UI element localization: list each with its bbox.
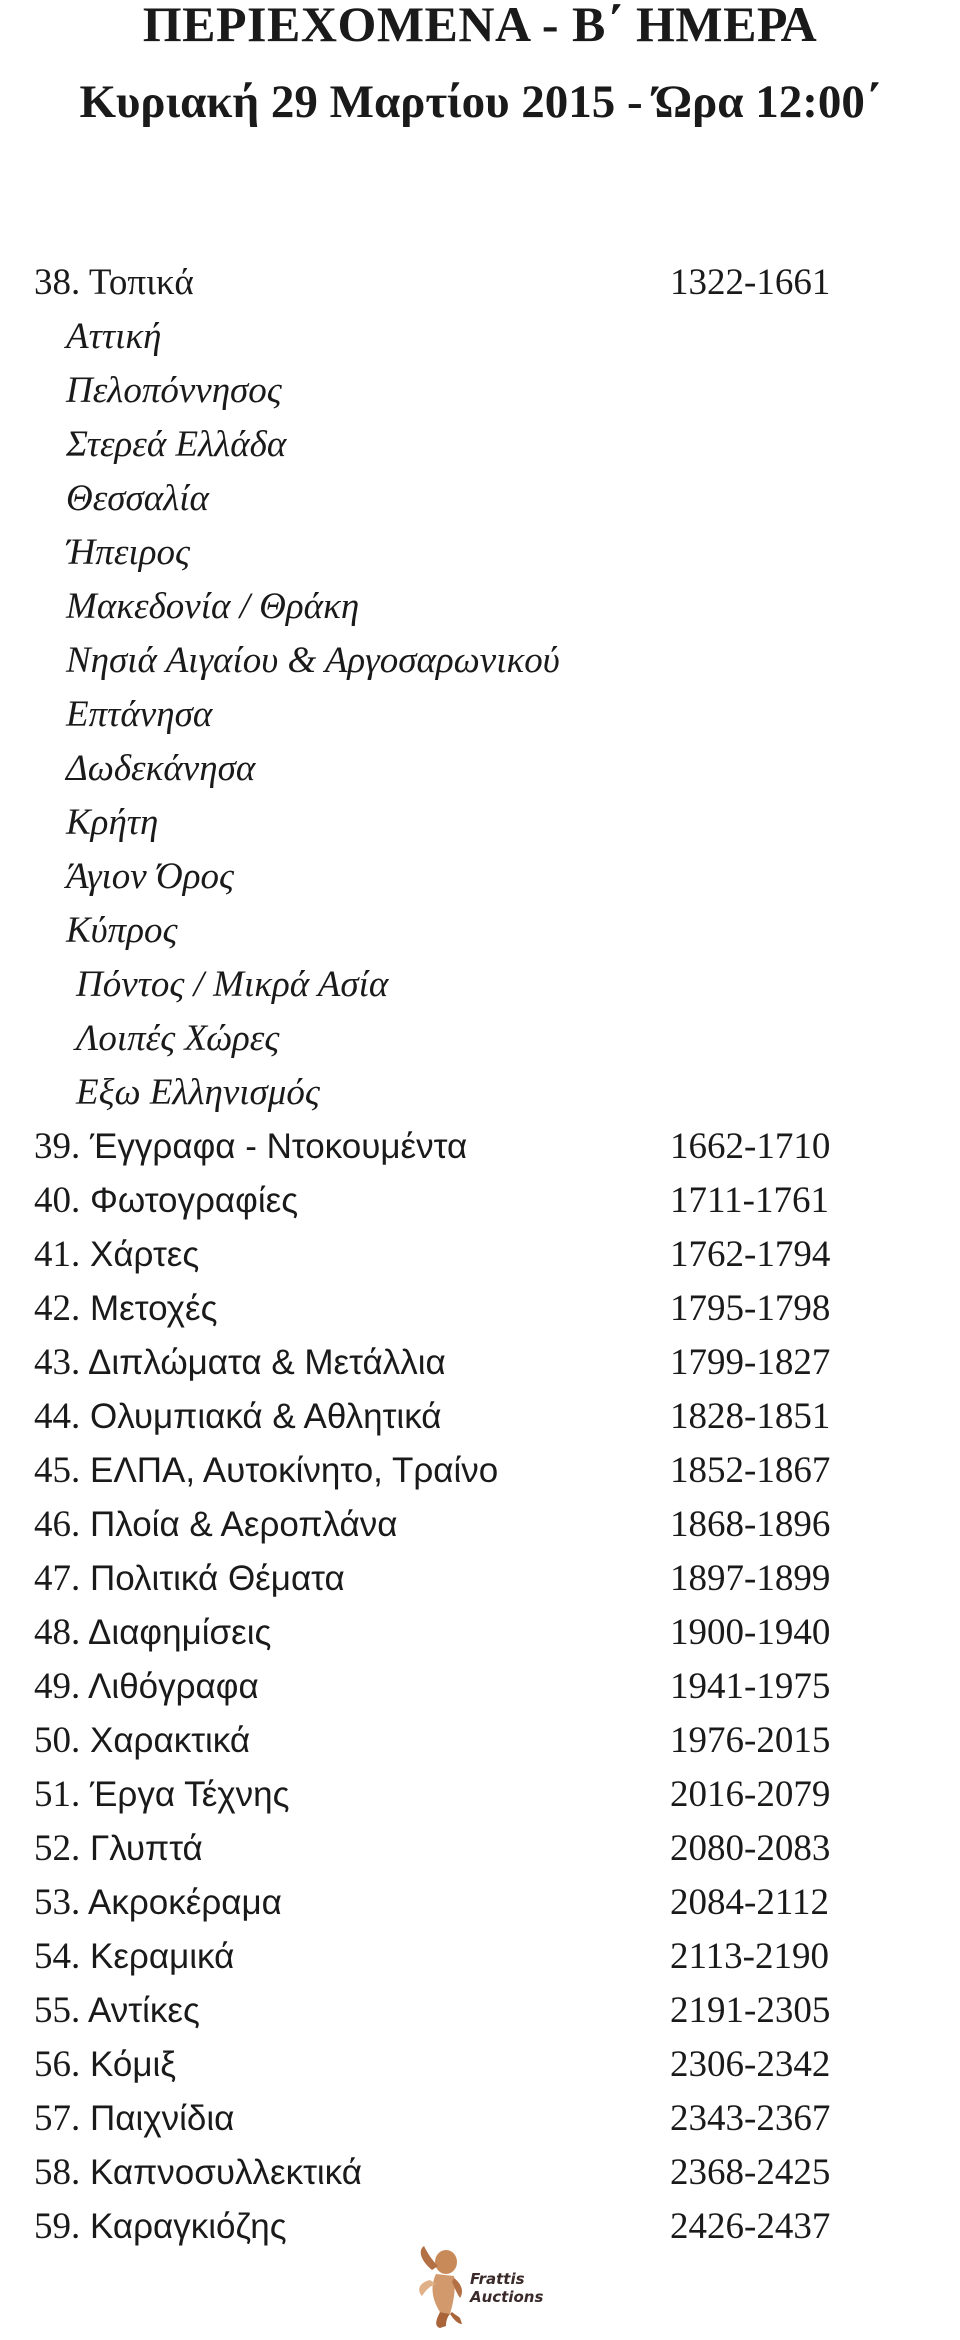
toc-section bbox=[34, 1984, 934, 2038]
toc-section-label bbox=[34, 1498, 397, 1552]
toc-section-label bbox=[34, 1120, 467, 1174]
toc-section-label bbox=[34, 2200, 287, 2254]
toc-section bbox=[34, 1930, 934, 1984]
toc-subitem-label: Μακεδονία / Θράκη bbox=[66, 586, 360, 627]
toc-section-label bbox=[34, 2092, 234, 2146]
toc-section-title: Χαρακτικά bbox=[80, 1721, 251, 1760]
toc-section bbox=[34, 1876, 934, 1930]
toc-lot-range: 1795-1798 bbox=[670, 1288, 831, 1329]
toc-subitem-label: Κρήτη bbox=[66, 802, 159, 843]
toc-section-number: 53. bbox=[34, 1882, 81, 1923]
toc-section-number: 49. bbox=[34, 1666, 81, 1707]
toc-subitem bbox=[34, 634, 934, 688]
toc-section-number: 45. bbox=[34, 1450, 81, 1491]
toc-section-label bbox=[34, 1444, 498, 1498]
toc-section-label bbox=[34, 1390, 442, 1444]
toc-section bbox=[34, 1174, 934, 1228]
auction-house-logo bbox=[410, 2240, 560, 2330]
toc-subitem-label: Αττική bbox=[66, 316, 162, 357]
toc-section-number: 38. bbox=[34, 262, 81, 303]
toc-subitem bbox=[34, 418, 934, 472]
toc-section-label bbox=[34, 1660, 259, 1714]
toc-section-number: 52. bbox=[34, 1828, 81, 1869]
logo-text-line1: Frattis bbox=[470, 2270, 525, 2288]
toc-subitem bbox=[34, 1066, 934, 1120]
toc-section-label bbox=[34, 1552, 345, 1606]
toc-section bbox=[34, 1768, 934, 1822]
toc-lot-range: 1868-1896 bbox=[670, 1504, 831, 1545]
toc-section bbox=[34, 1714, 934, 1768]
toc-section-label bbox=[34, 256, 194, 310]
table-of-contents bbox=[34, 256, 934, 2254]
toc-section-label bbox=[34, 1228, 199, 1282]
toc-lot-range: 1828-1851 bbox=[670, 1396, 831, 1437]
toc-lot-range: 1322-1661 bbox=[670, 262, 831, 303]
toc-section-label bbox=[34, 1174, 298, 1228]
toc-section-title: Αντίκες bbox=[80, 1991, 200, 2030]
toc-subitem-label: Άγιον Όρος bbox=[66, 856, 234, 897]
toc-section bbox=[34, 1498, 934, 1552]
toc-lot-range: 1799-1827 bbox=[670, 1342, 831, 1383]
toc-section-label bbox=[34, 2146, 362, 2200]
toc-section bbox=[34, 1606, 934, 1660]
toc-section bbox=[34, 1228, 934, 1282]
toc-section-title: Παιχνίδια bbox=[80, 2099, 235, 2138]
toc-subitem bbox=[34, 310, 934, 364]
toc-lot-range: 1662-1710 bbox=[670, 1126, 831, 1167]
toc-section-title: Πλοία & Αεροπλάνα bbox=[80, 1505, 398, 1544]
toc-section-number: 56. bbox=[34, 2044, 81, 2085]
toc-section-title: Ακροκέραμα bbox=[80, 1883, 282, 1922]
toc-lot-range: 2016-2079 bbox=[670, 1774, 831, 1815]
toc-subitem-label: Νησιά Αιγαίου & Αργοσαρωνικού bbox=[66, 640, 560, 681]
toc-lot-range: 2113-2190 bbox=[670, 1936, 829, 1977]
toc-subitem bbox=[34, 1012, 934, 1066]
toc-section-number: 42. bbox=[34, 1288, 81, 1329]
toc-subitem bbox=[34, 850, 934, 904]
toc-section-number: 40. bbox=[34, 1180, 81, 1221]
toc-subitem-label: Πελοπόννησος bbox=[66, 370, 282, 411]
toc-subitem-label: Θεσσαλία bbox=[66, 478, 209, 519]
toc-subitem bbox=[34, 472, 934, 526]
toc-subitem-label: Πόντος / Μικρά Ασία bbox=[76, 964, 389, 1005]
page-subtitle: Κυριακή 29 Μαρτίου 2015 - Ώρα 12:00΄ bbox=[79, 76, 881, 128]
toc-section bbox=[34, 1282, 934, 1336]
toc-section-label bbox=[34, 2038, 176, 2092]
toc-section-label bbox=[34, 1930, 234, 1984]
toc-lot-range: 2084-2112 bbox=[670, 1882, 829, 1923]
toc-section-title: Καραγκιόζης bbox=[80, 2207, 287, 2246]
toc-section bbox=[34, 2146, 934, 2200]
toc-subitem bbox=[34, 904, 934, 958]
toc-sections-list bbox=[34, 1120, 934, 2254]
toc-section-title: Κεραμικά bbox=[80, 1937, 235, 1976]
toc-section-title: Φωτογραφίες bbox=[80, 1181, 299, 1220]
logo-text-line2: Auctions bbox=[470, 2288, 544, 2306]
toc-section-title: Τοπικά bbox=[80, 262, 194, 303]
toc-subitem bbox=[34, 526, 934, 580]
toc-section bbox=[34, 1660, 934, 1714]
toc-section-label bbox=[34, 1876, 282, 1930]
toc-lot-range: 1976-2015 bbox=[670, 1720, 831, 1761]
toc-section bbox=[34, 1390, 934, 1444]
toc-subitem-label: Ήπειρος bbox=[66, 532, 190, 573]
toc-section bbox=[34, 2092, 934, 2146]
toc-section bbox=[34, 1444, 934, 1498]
toc-subitem bbox=[34, 688, 934, 742]
toc-section-number: 44. bbox=[34, 1396, 81, 1437]
toc-section-label bbox=[34, 1984, 200, 2038]
toc-subitem-label: Δωδεκάνησα bbox=[66, 748, 256, 789]
toc-section-number: 46. bbox=[34, 1504, 81, 1545]
toc-lot-range: 1900-1940 bbox=[670, 1612, 831, 1653]
toc-section-title: Χάρτες bbox=[80, 1235, 200, 1274]
toc-section-label bbox=[34, 1768, 290, 1822]
toc-section-label bbox=[34, 1606, 271, 1660]
toc-lot-range: 1711-1761 bbox=[670, 1180, 829, 1221]
toc-subitems-list bbox=[34, 310, 934, 1120]
toc-section-title: Λιθόγραφα bbox=[80, 1667, 259, 1706]
toc-section-number: 39. bbox=[34, 1126, 81, 1167]
toc-section bbox=[34, 1120, 934, 1174]
toc-lot-range: 1852-1867 bbox=[670, 1450, 831, 1491]
toc-section bbox=[34, 1552, 934, 1606]
toc-lot-range: 2306-2342 bbox=[670, 2044, 831, 2085]
toc-section bbox=[34, 1336, 934, 1390]
toc-section-label bbox=[34, 1822, 203, 1876]
toc-section-number: 58. bbox=[34, 2152, 81, 2193]
toc-section bbox=[34, 2038, 934, 2092]
toc-subitem bbox=[34, 796, 934, 850]
toc-lot-range: 1897-1899 bbox=[670, 1558, 831, 1599]
toc-lot-range: 1762-1794 bbox=[670, 1234, 831, 1275]
toc-section-38 bbox=[34, 256, 934, 310]
toc-section-number: 51. bbox=[34, 1774, 81, 1815]
toc-subitem bbox=[34, 580, 934, 634]
toc-lot-range: 2368-2425 bbox=[670, 2152, 831, 2193]
toc-section-number: 54. bbox=[34, 1936, 81, 1977]
toc-subitem-label: Εξω Ελληνισμός bbox=[76, 1072, 320, 1113]
toc-section-number: 48. bbox=[34, 1612, 81, 1653]
toc-lot-range: 1941-1975 bbox=[670, 1666, 831, 1707]
toc-section-label bbox=[34, 1714, 250, 1768]
toc-section-number: 50. bbox=[34, 1720, 81, 1761]
toc-subitem bbox=[34, 364, 934, 418]
toc-section-number: 41. bbox=[34, 1234, 81, 1275]
toc-section-title: Διπλώματα & Μετάλλια bbox=[80, 1343, 446, 1382]
toc-subitem-label: Επτάνησα bbox=[66, 694, 213, 735]
toc-lot-range: 2191-2305 bbox=[670, 1990, 831, 2031]
toc-subitem-label: Στερεά Ελλάδα bbox=[66, 424, 287, 465]
toc-section-title: Διαφημίσεις bbox=[80, 1613, 272, 1652]
toc-subitem-label: Κύπρος bbox=[66, 910, 178, 951]
toc-section-number: 57. bbox=[34, 2098, 81, 2139]
toc-section-title: Γλυπτά bbox=[80, 1829, 203, 1868]
toc-section-title: ΕΛΠΑ, Αυτοκίνητο, Τραίνο bbox=[80, 1451, 499, 1490]
toc-section-number: 55. bbox=[34, 1990, 81, 2031]
toc-section-title: Κόμιξ bbox=[80, 2045, 176, 2084]
toc-section-title: Μετοχές bbox=[80, 1289, 218, 1328]
toc-subitem bbox=[34, 958, 934, 1012]
page-title: ΠΕΡΙΕΧΟΜΕΝΑ - Β΄ ΗΜΕΡΑ bbox=[142, 0, 818, 52]
toc-section bbox=[34, 1822, 934, 1876]
toc-subitem bbox=[34, 742, 934, 796]
toc-lot-range: 2343-2367 bbox=[670, 2098, 831, 2139]
toc-lot-range: 2080-2083 bbox=[670, 1828, 831, 1869]
toc-section-title: Έγγραφα - Ντοκουμέντα bbox=[80, 1127, 468, 1166]
toc-subitem-label: Λοιπές Χώρες bbox=[76, 1018, 280, 1059]
toc-section-number: 47. bbox=[34, 1558, 81, 1599]
toc-section-label bbox=[34, 1336, 446, 1390]
toc-lot-range: 2426-2437 bbox=[670, 2206, 831, 2247]
toc-section-title: Ολυμπιακά & Αθλητικά bbox=[80, 1397, 442, 1436]
toc-section-title: Πολιτικά Θέματα bbox=[80, 1559, 345, 1598]
toc-section-label bbox=[34, 1282, 217, 1336]
toc-section-title: Έργα Τέχνης bbox=[80, 1775, 290, 1814]
toc-section-number: 43. bbox=[34, 1342, 81, 1383]
toc-section-title: Καπνοσυλλεκτικά bbox=[80, 2153, 362, 2192]
toc-section-number: 59. bbox=[34, 2206, 81, 2247]
